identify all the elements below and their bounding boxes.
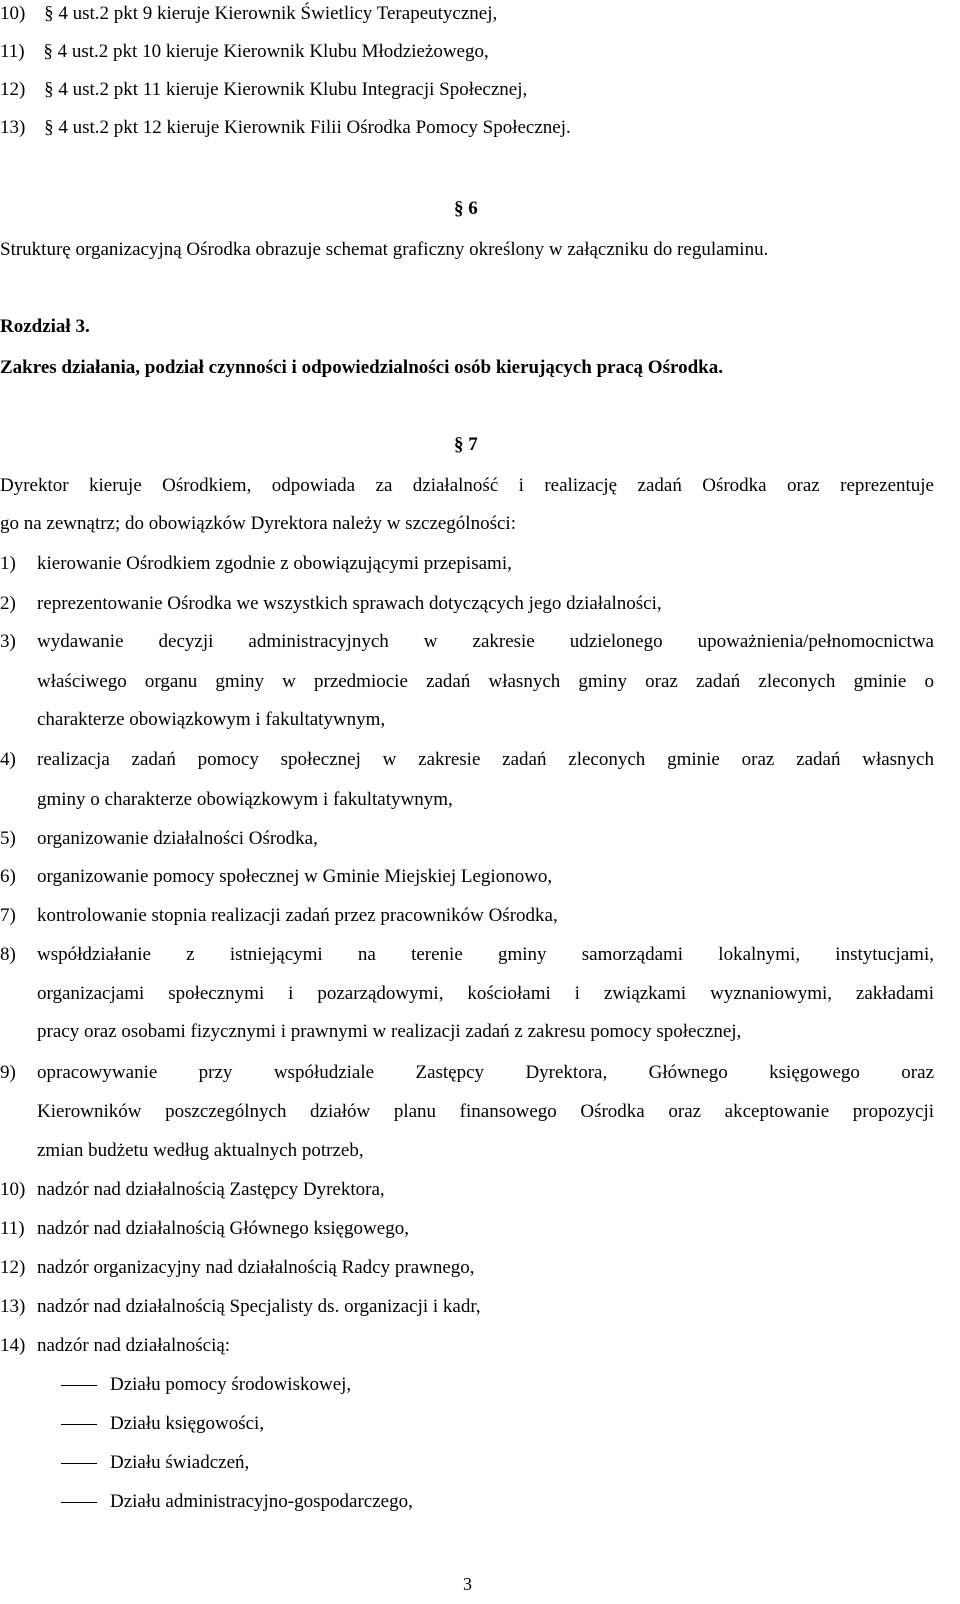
dash-bullet (61, 1424, 97, 1425)
list-text: właściwego organu gminy w przedmiocie zadań własnych gminy oraz zadań zleconych gminie o (37, 671, 934, 692)
list-text: opracowywanie przy współudziale Zastępcy Dyrektora, Głównego księgowego oraz (37, 1062, 934, 1083)
list-text: współdziałanie z istniejącymi na terenie gminy samorządami lokalnymi, instytucjami, (37, 944, 934, 965)
list-text: charakterze obowiązkowym i fakultatywnym, (37, 709, 386, 730)
list-item (0, 0, 497, 28)
list-number: 8) (0, 944, 16, 965)
list-number: 11) (0, 1218, 25, 1239)
list-number: 11) (0, 41, 25, 62)
section-sign: § (44, 117, 54, 138)
list-number: 13) (0, 1296, 26, 1317)
sub-list-text: Działu pomocy środowiskowej, (110, 1374, 352, 1395)
dash-bullet (61, 1385, 97, 1386)
list-number: 5) (0, 828, 16, 849)
sub-list-text: Działu księgowości, (110, 1413, 265, 1434)
list-text: organizowanie działalności Ośrodka, (37, 828, 318, 849)
list-text: nadzór nad działalnością: (37, 1335, 231, 1356)
list-number: 3) (0, 631, 16, 652)
list-number: 7) (0, 905, 16, 926)
paragraph-heading (454, 195, 478, 223)
list-text: kierowanie Ośrodkiem zgodnie z obowiązującymi przepisami, (37, 553, 512, 574)
list-number: 14) (0, 1335, 26, 1356)
list-number: 10) (0, 1179, 26, 1200)
list-text: organizacjami społecznymi i pozarządowymi, kościołami i związkami wyznaniowymi, zakładami (37, 983, 934, 1004)
list-number: 4) (0, 749, 16, 770)
list-item (0, 76, 527, 104)
list-text: wydawanie decyzji administracyjnych w zakresie udzielonego upoważnienia/pełnomocnictwa (37, 631, 934, 652)
list-text: 4 ust.2 pkt 12 kieruje Kierownik Filii Ośrodka Pomocy Społecznej. (58, 117, 571, 138)
sub-list-text: Działu administracyjno-gospodarczego, (110, 1491, 413, 1512)
sub-list-text: Działu świadczeń, (110, 1452, 250, 1473)
dash-bullet (61, 1502, 97, 1503)
list-number: 6) (0, 866, 16, 887)
list-text: realizacja zadań pomocy społecznej w zakresie zadań zleconych gminie oraz zadań własnych (37, 749, 934, 770)
chapter-subtitle: Zakres działania, podział czynności i odpowiedzialności osób kierujących pracą Ośrodka. (0, 357, 723, 378)
page-number: 3 (463, 1574, 472, 1594)
list-text: nadzór nad działalnością Zastępcy Dyrektora, (37, 1179, 385, 1200)
list-text: nadzór nad działalnością Specjalisty ds. organizacji i kadr, (37, 1296, 481, 1317)
list-item (0, 38, 489, 66)
list-item (0, 114, 571, 142)
paragraph-text: Strukturę organizacyjną Ośrodka obrazuje schemat graficzny określony w załączniku do regulaminu. (0, 239, 769, 260)
list-number: 12) (0, 79, 26, 100)
list-number: 9) (0, 1062, 16, 1083)
list-number: 12) (0, 1257, 26, 1278)
list-text: nadzór nad działalnością Głównego księgowego, (37, 1218, 409, 1239)
list-text: organizowanie pomocy społecznej w Gminie Miejskiej Legionowo, (37, 866, 553, 887)
section-sign: § (43, 41, 53, 62)
chapter-title: Rozdział 3. (0, 316, 90, 337)
paragraph-text: Dyrektor kieruje Ośrodkiem, odpowiada za działalność i realizację zadań Ośrodka oraz reprezentuje (0, 475, 934, 496)
list-text: gminy o charakterze obowiązkowym i fakultatywnym, (37, 789, 453, 810)
list-text: 4 ust.2 pkt 9 kieruje Kierownik Świetlicy Terapeutycznej, (58, 3, 498, 24)
list-text: reprezentowanie Ośrodka we wszystkich sprawach dotyczących jego działalności, (37, 593, 662, 614)
section-sign: § (44, 79, 54, 100)
section-sign: § (454, 198, 464, 219)
list-text: 4 ust.2 pkt 11 kieruje Kierownik Klubu Integracji Społecznej, (58, 79, 528, 100)
paragraph-number: 7 (468, 434, 478, 455)
section-sign: § (454, 434, 464, 455)
dash-bullet (61, 1463, 97, 1464)
list-text: zmian budżetu według aktualnych potrzeb, (37, 1140, 364, 1161)
list-text: 4 ust.2 pkt 10 kieruje Kierownik Klubu Młodzieżowego, (57, 41, 489, 62)
section-sign: § (44, 3, 54, 24)
list-text: Kierowników poszczególnych działów planu finansowego Ośrodka oraz akceptowanie propozycji (37, 1101, 934, 1122)
paragraph-number: 6 (468, 198, 478, 219)
list-text: kontrolowanie stopnia realizacji zadań przez pracowników Ośrodka, (37, 905, 558, 926)
paragraph-text: go na zewnątrz; do obowiązków Dyrektora należy w szczególności: (0, 513, 516, 534)
list-text: nadzór organizacyjny nad działalnością Radcy prawnego, (37, 1257, 475, 1278)
list-number: 10) (0, 3, 26, 24)
paragraph-heading (454, 431, 478, 459)
list-number: 13) (0, 117, 26, 138)
list-number: 1) (0, 553, 16, 574)
list-text: pracy oraz osobami fizycznymi i prawnymi w realizacji zadań z zakresu pomocy społecznej, (37, 1021, 742, 1042)
list-number: 2) (0, 593, 16, 614)
